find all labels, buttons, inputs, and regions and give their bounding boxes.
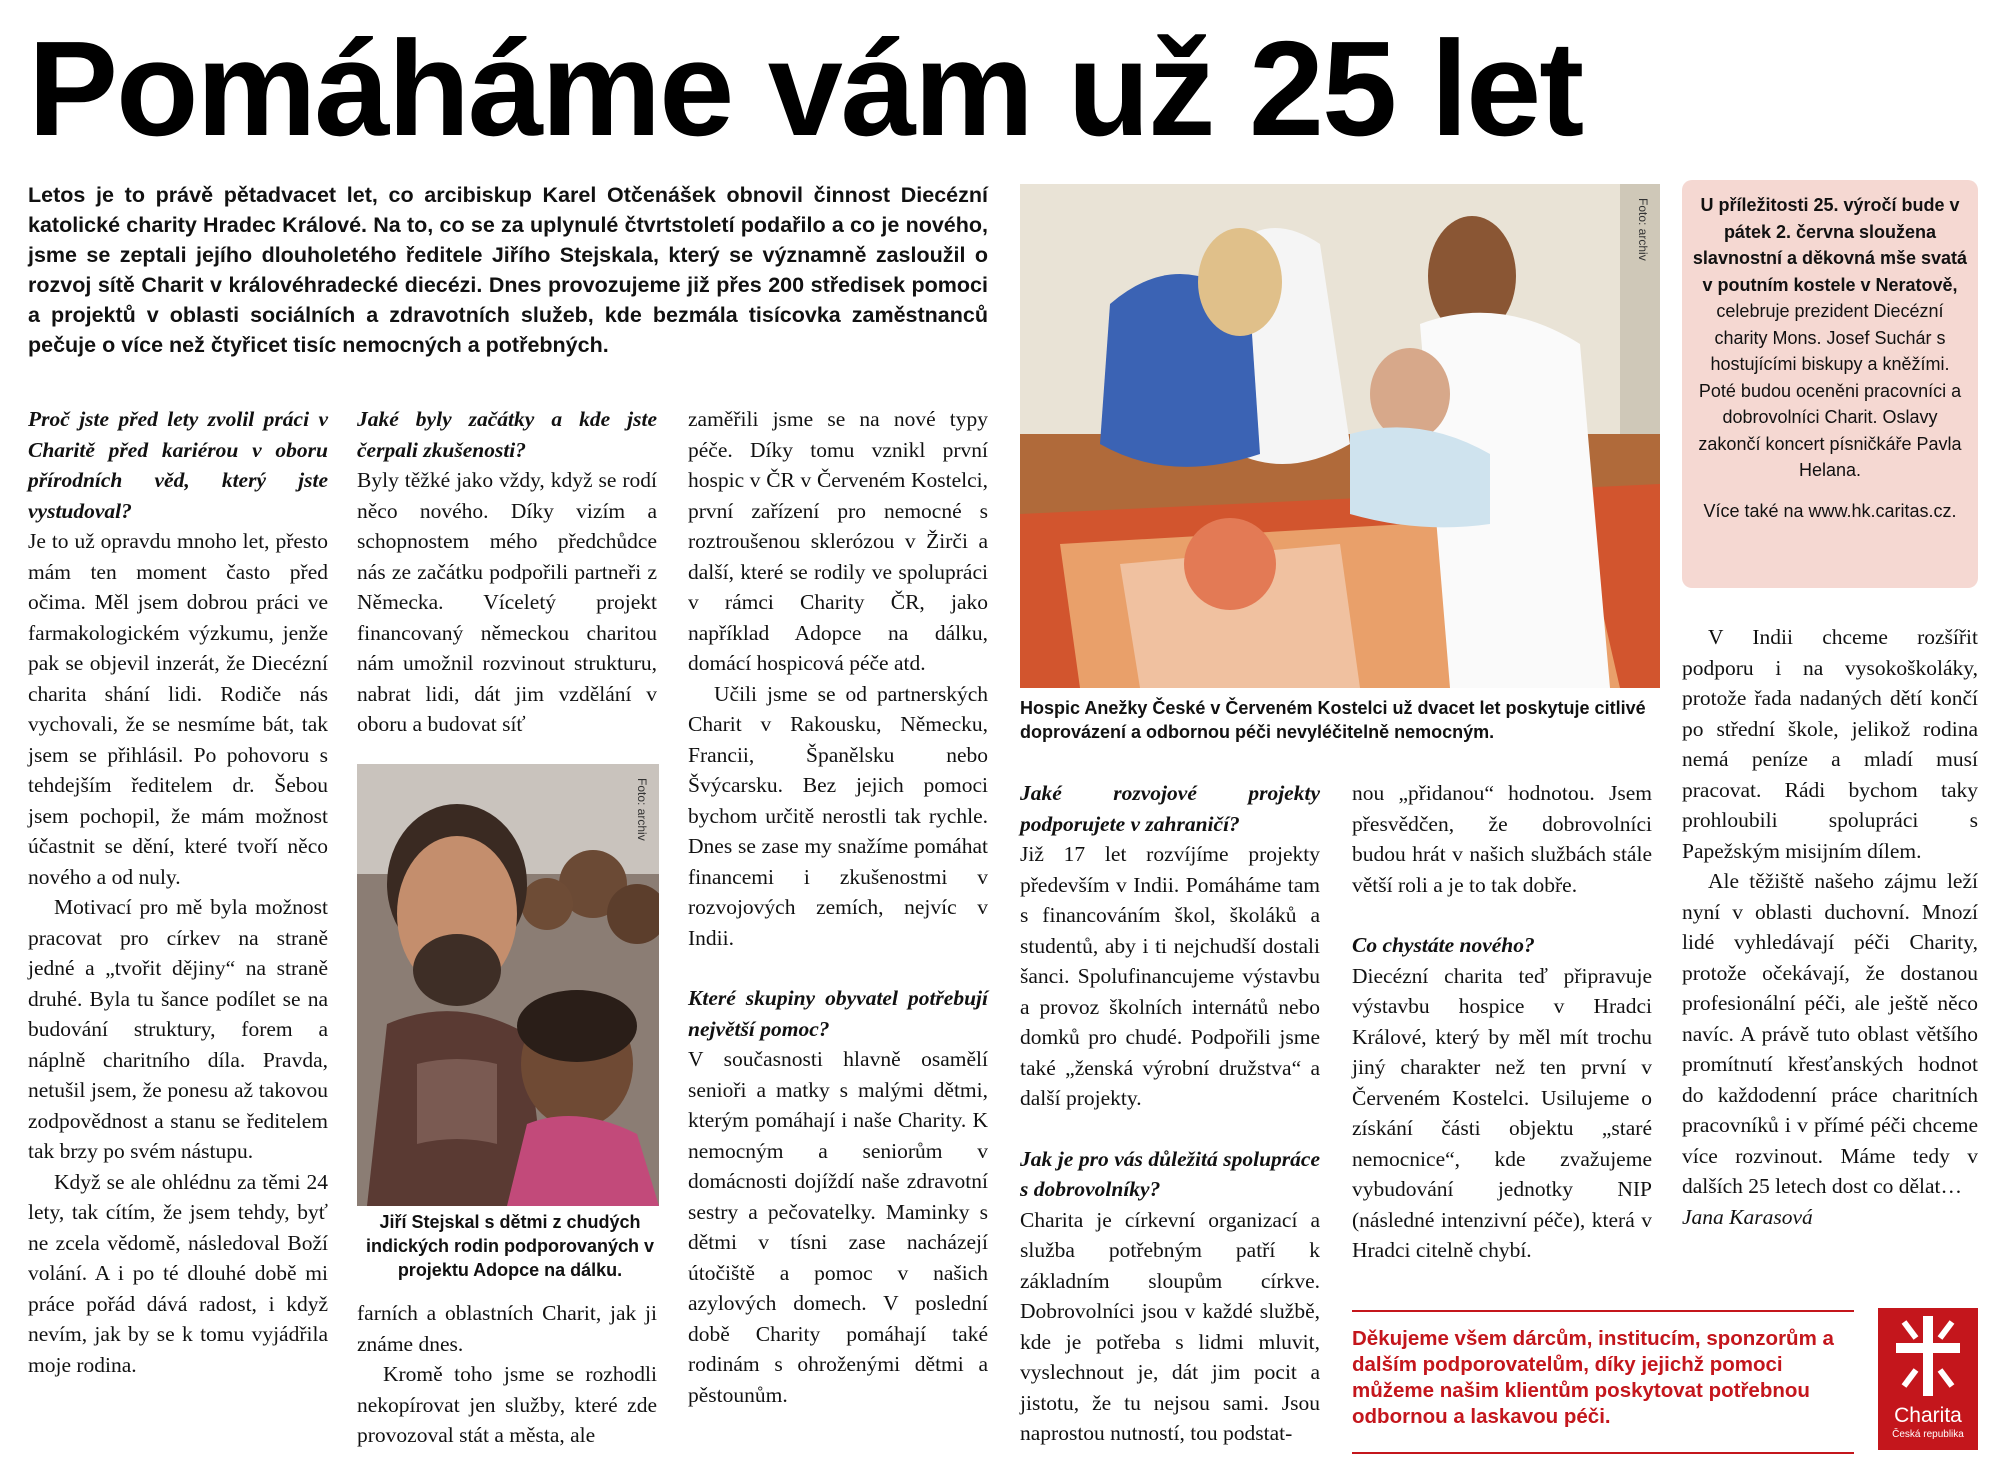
answer-paragraph: farních a oblastních Charit, jak ji známe dnes. xyxy=(357,1301,657,1356)
answer-paragraph: V současnosti hlavně osamělí senioři a matky s malými dětmi, kterým pomáhají i naše Charity. K nemocným a seniorům v domácnosti dojíždí naše zdravotní sestry a pečovatelky. Maminky s dětmi v tísni zase nacházejí útočiště a pomoc v našich azylových domech. V poslední době Charity pomáhají také rodinám s ohroženými dětmi a pěstounům. xyxy=(688,1047,988,1407)
thanks-text: Děkujeme všem dárcům, institucím, sponzorům a dalším podporovatelům, díky jejichž pomoci můžeme našim klientům poskytovat potřebnou odbornou a laskavou péči. xyxy=(1352,1327,1834,1428)
headline: Pomáháme vám už 25 let xyxy=(28,13,1583,164)
column-6 xyxy=(1682,622,1978,1232)
infobox-text: celebruje prezident Diecézní charity Mons. Josef Suchár s hostujícími biskupy a kněžími. Poté budou oceněni pracovníci a dobrovolníci Charit. Oslavy zakončí koncert písničkáře Pavla Helana. xyxy=(1698,301,1962,480)
column-3 xyxy=(688,404,988,1410)
answer-paragraph: Motivací pro mě byla možnost pracovat pro církev na straně jedné a „tvořit dějiny“ na straně druhé. Byla tu šance podílet se na budování struktury, forem a náplně charitního díla. Pravda, netušil jsem, že ponesu až takovou zodpovědnost a stanu se ředitelem tak brzy po svém nástupu. xyxy=(28,895,328,1163)
photo-image xyxy=(1020,184,1660,688)
author-name: Jana Karasová xyxy=(1682,1204,1813,1229)
column-5 xyxy=(1352,778,1652,1266)
logo-name: Charita xyxy=(1894,1404,1962,1427)
answer-paragraph: Již 17 let rozvíjíme projekty především v Indii. Pomáháme tam s financováním škol, školáků a studentů, aby i ti nejchudší dostali šanci. Spolufinancujeme výstavbu a provoz školních internátů nebo domků pro chudé. Podpořili jsme také „ženská výrobní družstva“ a další projekty. xyxy=(1020,842,1320,1110)
charita-logo xyxy=(1878,1308,1978,1450)
column-1 xyxy=(28,404,328,1380)
answer-paragraph: Když se ale ohlédnu za těmi 24 lety, tak cítím, že jsem tehdy, byť ne zcela vědomě, následoval Boží volání. A i po té dlouhé době mi práce pořád dává radost, i když nevím, jak by se k tomu vyjádřila moje rodina. xyxy=(28,1169,328,1377)
answer-paragraph: Charita je církevní organizací a služba potřebným patří k základním sloupům církve. Dobrovolníci jsou v každé službě, kde je potřeba s lidmi mluvit, vyslechnout je, dát jim pocit a jistotu, že tu nejsou sami. Jsou naprostou nutností, tou podstat- xyxy=(1020,1207,1320,1445)
column-2-bottom xyxy=(357,1298,657,1451)
infobox-link-text: Více také na www.hk.caritas.cz. xyxy=(1703,500,1957,521)
thanks-box xyxy=(1352,1310,1854,1454)
column-4 xyxy=(1020,778,1320,1449)
question: Jaké rozvojové projekty podporujete v zahraničí? xyxy=(1020,781,1320,836)
photo-hospic xyxy=(1020,184,1660,688)
event-infobox xyxy=(1682,180,1978,588)
column-2-top xyxy=(357,404,657,740)
answer-paragraph: Ale těžiště našeho zájmu leží nyní v oblasti duchovní. Mnozí lidé vyhledávají péči Charity, protože očekávají, že dostanou profesionální péči, ale ještě něco navíc. A právě tuto oblast většího promítnutí křesťanských hodnot do každodenní práce charitních pracovníků i v přímé péči chceme více rozvinout. Máme tedy v dalších 25 letech dost co dělat… xyxy=(1682,869,1978,1198)
photo-caption-large: Hospic Anežky České v Červeném Kostelci už dvacet let poskytuje citlivé doprovázení a odbornou péči nevyléčitelně nemocným. xyxy=(1020,698,1646,742)
answer-paragraph: zaměřili jsme se na nové typy péče. Díky tomu vznikl první hospic v ČR v Červeném Kostelci, první zařízení pro nemocné s roztroušenou sklerózou v Žirči a další, které se rodily ve spolupráci v rámci Charity ČR, jako například Adopce na dálku, domácí hospicová péče atd. xyxy=(688,407,988,675)
answer-paragraph: Učili jsme se od partnerských Charit v Rakousku, Německu, Francii, Španělsku nebo Švýcarsku. Bez jejich pomoci bychom určitě nerostli tak rychle. Dnes se zase my snažíme pomáhat financemi i zkušenostmi v rozvojových zemích, nejvíc v Indii. xyxy=(688,681,988,950)
answer-paragraph: Byly těžké jako vždy, když se rodí něco nového. Díky vizím a schopnostem mého předchůdce nás ze začátku podpořili partneři z Německa. Víceletý projekt financovaný německou charitou nám umožnil rozvinout strukturu, nabrat lidi, dát jim vzdělání v oboru a budovat síť xyxy=(357,468,657,736)
photo-credit: Foto: archiv xyxy=(635,778,649,841)
photo-stejskal-children xyxy=(357,764,659,1206)
logo-subtitle: Česká republika xyxy=(1892,1429,1964,1440)
question: Proč jste před lety zvolil práci v Charitě před kariérou v oboru přírodních věd, který jste vystudoval? xyxy=(28,407,328,523)
photo-image xyxy=(357,764,659,1206)
question: Co chystáte nového? xyxy=(1352,933,1535,957)
answer-paragraph: Kromě toho jsme se rozhodli nekopírovat jen služby, které zde provozoval stát a města, ale xyxy=(357,1362,657,1447)
answer-paragraph: nou „přidanou“ hodnotou. Jsem přesvědčen, že dobrovolníci budou hrát v našich službách stále větší roli a je to tak dobře. xyxy=(1352,781,1652,897)
charita-cross-icon xyxy=(1878,1308,1978,1404)
answer-paragraph: Diecézní charita teď připravuje výstavbu hospice v Hradci Králové, který by měl mít trochu jiný charakter než ten první v Červeném Kostelci. Usilujeme o získání části objektu „staré nemocnice“, kde zvažujeme vybudování jednotky NIP (následné intenzivní péče), která v Hradci citelně chybí. xyxy=(1352,963,1652,1262)
answer-paragraph: Je to už opravdu mnoho let, přesto mám ten moment často před očima. Měl jsem dobrou práci ve farmakologickém výzkumu, jenže pak se objevil inzerát, že Diecézní charita shání lidi. Rodiče nás vychovali, že se nesmíme bát, tak jsem se přihlásil. Po pohovoru s tehdejším ředitelem dr. Šebou jsem pochopil, že mám možnost účastnit se dění, které tvoří něco nového a od nuly. xyxy=(28,529,328,889)
question: Jak je pro vás důležitá spolupráce s dobrovolníky? xyxy=(1020,1146,1320,1201)
photo-credit: Foto: archiv xyxy=(1636,198,1650,261)
answer-paragraph: V Indii chceme rozšířit podporu i na vysokoškoláky, protože řada nadaných dětí končí po střední škole, jelikož rodina nemá peníze a mladí musí pracovat. Rádi bychom taky prohloubili spolupráci s Papežským misijním dílem. xyxy=(1682,625,1978,863)
question: Které skupiny obyvatel potřebují největší pomoc? xyxy=(688,986,988,1041)
photo-caption-small: Jiří Stejskal s dětmi z chudých indických rodin podporovaných v projektu Adopce na dálku. xyxy=(365,1212,655,1280)
lead-paragraph: Letos je to právě pětadvacet let, co arcibiskup Karel Otčenášek obnovil činnost Diecézní katolické charity Hradec Králové. Na to, co se za uplynulé čtvrtstoletí podařilo a co je nového, jsme se zeptali jejího dlouholetého ředitele Jiřího Stejskala, který se významně zasloužil o rozvoj sítě Charit v královéhradecké diecézi. Dnes provozujeme již přes 200 středisek pomoci a projektů v oblasti sociálních a zdravotních služeb, kde bezmála tisícovka zaměstnanců pečuje o více než čtyřicet tisíc nemocných a potřebných. xyxy=(28,183,988,357)
infobox-bold-text: U příležitosti 25. výročí bude v pátek 2. června sloužena slavnostní a děkovná mše svatá v poutním kostele v Neratově, xyxy=(1692,195,1968,295)
question: Jaké byly začátky a kde jste čerpali zkušenosti? xyxy=(357,407,657,462)
